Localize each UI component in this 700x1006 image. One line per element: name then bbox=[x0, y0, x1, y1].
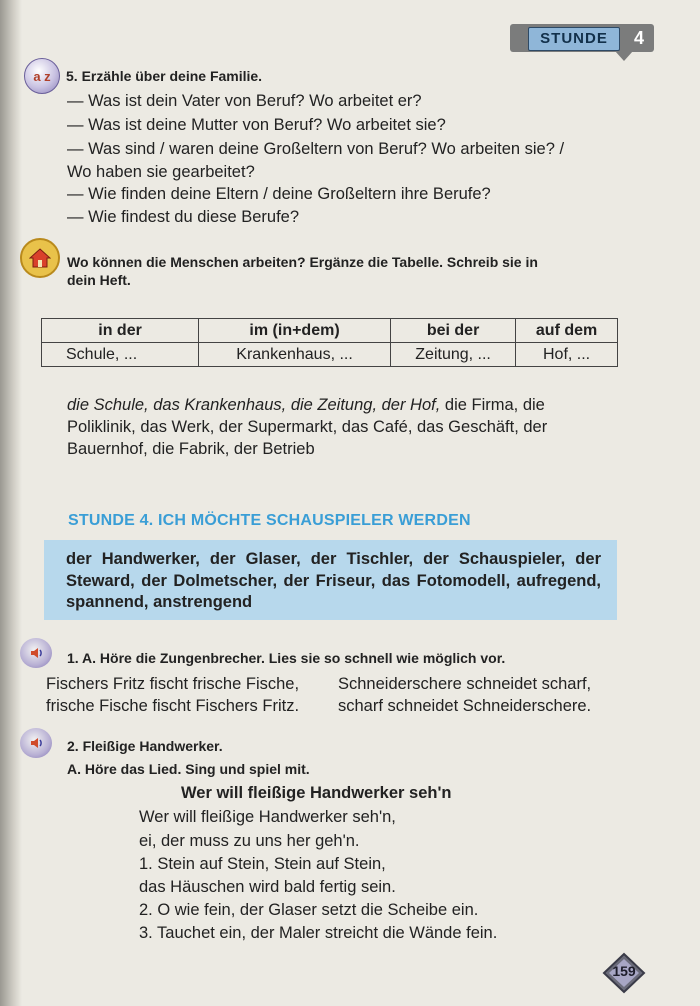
homework-instruction: dein Heft. bbox=[67, 272, 131, 288]
house-icon bbox=[20, 238, 60, 278]
table-header-row bbox=[42, 319, 618, 343]
tongue-twister-right: Schneiderschere schneidet scharf, bbox=[338, 675, 592, 693]
word-list-line: Poliklinik, das Werk, der Supermarkt, das Café, das Geschäft, der bbox=[67, 418, 548, 436]
song-line: das Häuschen wird bald fertig sein. bbox=[139, 878, 396, 896]
task2-subtitle: A. Höre das Lied. Sing und spiel mit. bbox=[67, 761, 310, 777]
word-list-line: Bauernhof, die Fabrik, der Betrieb bbox=[67, 440, 315, 458]
task5-line: — Was ist deine Mutter von Beruf? Wo arbeitet sie? bbox=[67, 116, 446, 134]
word-list-italic: die Schule, das Krankenhaus, die Zeitung, der Hof, bbox=[67, 396, 441, 414]
page-number-badge bbox=[600, 952, 648, 994]
song-title: Wer will fleißige Handwerker seh'n bbox=[181, 784, 452, 802]
lesson-badge-word: STUNDE bbox=[528, 27, 620, 51]
word-list-rest: die Firma, die bbox=[440, 396, 545, 414]
listen-audio-icon bbox=[20, 638, 52, 668]
vocabulary-box bbox=[44, 540, 617, 620]
page-binding-shadow bbox=[0, 0, 22, 1006]
prepositions-table bbox=[41, 318, 618, 367]
lesson-title: STUNDE 4. ICH MÖCHTE SCHAUSPIELER WERDEN bbox=[68, 512, 471, 529]
lesson-badge-tail bbox=[615, 51, 633, 61]
table-cell: Zeitung, ... bbox=[391, 343, 516, 367]
task5-line: — Wie findest du diese Berufe? bbox=[67, 208, 300, 226]
table-cell: Schule, ... bbox=[42, 343, 199, 367]
song-line: Wer will fleißige Handwerker seh'n, bbox=[139, 808, 396, 826]
lesson-badge-number: 4 bbox=[633, 28, 644, 48]
task5-line: — Was ist dein Vater von Beruf? Wo arbeitet er? bbox=[67, 92, 422, 110]
task5-title: 5. Erzähle über deine Familie. bbox=[66, 68, 263, 84]
task1-title: 1. A. Höre die Zungenbrecher. Lies sie so schnell wie möglich vor. bbox=[67, 650, 506, 666]
task2-title: 2. Fleißige Handwerker. bbox=[67, 738, 223, 754]
tongue-twister-right: scharf schneidet Schneiderschere. bbox=[338, 697, 592, 715]
speak-az-icon: a z bbox=[24, 58, 60, 94]
song-line: 2. O wie fein, der Glaser setzt die Scheibe ein. bbox=[139, 901, 479, 919]
table-row bbox=[42, 343, 618, 367]
lesson-badge bbox=[510, 24, 654, 52]
page-number: 159 bbox=[612, 963, 636, 979]
song-line: ei, der muss zu uns her geh'n. bbox=[139, 832, 360, 850]
table-cell: Hof, ... bbox=[516, 343, 618, 367]
task5-line: — Was sind / waren deine Großeltern von Beruf? Wo arbeiten sie? / bbox=[67, 140, 565, 158]
table-cell: Krankenhaus, ... bbox=[199, 343, 391, 367]
word-list bbox=[67, 394, 622, 418]
table-header-cell: im (in+dem) bbox=[199, 319, 391, 343]
task5-line: Wo haben sie gearbeitet? bbox=[67, 163, 255, 181]
task5-line: — Wie finden deine Eltern / deine Großeltern ihre Berufe? bbox=[67, 185, 491, 203]
tongue-twister-left: Fischers Fritz fischt frische Fische, bbox=[46, 675, 300, 693]
song-line: 1. Stein auf Stein, Stein auf Stein, bbox=[139, 855, 386, 873]
table-header-cell: bei der bbox=[391, 319, 516, 343]
table-header-cell: in der bbox=[42, 319, 199, 343]
tongue-twister-left: frische Fische fischt Fischers Fritz. bbox=[46, 697, 300, 715]
listen-audio-icon bbox=[20, 728, 52, 758]
homework-instruction: Wo können die Menschen arbeiten? Ergänze die Tabelle. Schreib sie in bbox=[67, 254, 538, 270]
table-header-cell: auf dem bbox=[516, 319, 618, 343]
vocabulary-text: der Handwerker, der Glaser, der Tischler, der Schauspieler, der Steward, der Dolmetscher, der Friseur, das Fotomodell, aufregend, spannend, anstrengend bbox=[66, 550, 601, 611]
song-line: 3. Tauchet ein, der Maler streicht die Wände fein. bbox=[139, 924, 498, 942]
